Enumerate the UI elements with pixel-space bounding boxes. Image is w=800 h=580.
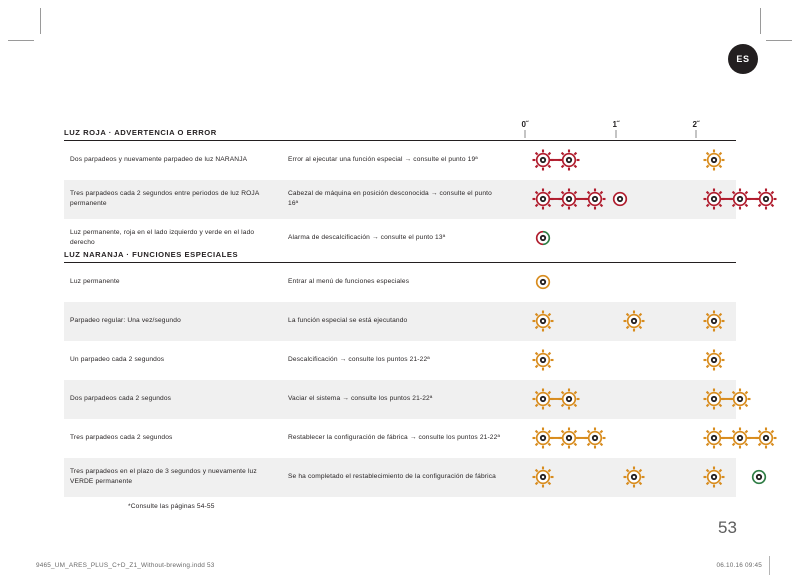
crop-mark-top-right-vertical — [760, 8, 761, 34]
led-pattern-cell — [512, 419, 736, 458]
meaning-text: Descalcificación → consulte los puntos 21-22ª — [288, 355, 430, 363]
meaning-cell — [288, 263, 512, 302]
led-ring-icon — [532, 271, 554, 293]
led-burst-icon — [755, 188, 777, 210]
icon-strip — [512, 269, 736, 295]
led-burst-icon — [532, 388, 554, 410]
time-tick-mark-1 — [616, 130, 617, 138]
led-burst-icon — [729, 427, 751, 449]
table-row — [64, 180, 736, 219]
time-tick-mark-0 — [525, 130, 526, 138]
language-badge-label: ES — [736, 54, 750, 64]
meaning-cell — [288, 180, 512, 219]
time-tick-mark-2 — [696, 130, 697, 138]
time-tick-label-1: 1˝ — [612, 120, 620, 129]
led-split-ring-icon — [532, 227, 554, 249]
led-burst-icon — [584, 427, 606, 449]
meaning-text: Se ha completado el restablecimiento de la configuración de fábrica — [288, 472, 496, 480]
table-row — [64, 141, 736, 180]
icon-strip — [512, 225, 736, 251]
icon-strip — [512, 464, 736, 490]
led-pattern-cell — [512, 380, 736, 419]
signal-description-text: Dos parpadeos y nuevamente parpadeo de luz NARANJA — [70, 155, 248, 163]
page-number: 53 — [718, 518, 737, 537]
meaning-text: Cabezal de máquina en posición desconocida → consulte el punto 16ª — [288, 189, 492, 207]
meaning-text: Entrar al menú de funciones especiales — [288, 277, 410, 285]
time-scale — [494, 116, 736, 132]
icon-strip — [512, 347, 736, 373]
led-pattern-cell — [512, 180, 736, 219]
signal-description-text: Tres parpadeos cada 2 segundos entre periodos de luz ROJA permanente — [70, 189, 260, 207]
section-red — [64, 120, 736, 258]
led-ring-icon — [748, 466, 770, 488]
signal-description-cell — [64, 341, 288, 380]
section-red-title: LUZ ROJA · ADVERTENCIA O ERROR — [64, 128, 217, 137]
icon-strip — [512, 186, 736, 212]
table-row — [64, 380, 736, 419]
crop-mark-top-right-horizontal — [766, 40, 792, 41]
led-burst-icon — [532, 149, 554, 171]
table-row — [64, 302, 736, 341]
red-signal-table — [64, 140, 736, 258]
signal-description-text: Dos parpadeos cada 2 segundos — [70, 394, 172, 402]
print-footer-filename: 9465_UM_ARES_PLUS_C+D_Z1_Without-brewing.indd 53 — [36, 562, 215, 569]
meaning-cell — [288, 419, 512, 458]
signal-description-text: Tres parpadeos en el plazo de 3 segundos y nuevamente luz VERDE permanente — [70, 467, 257, 485]
meaning-cell — [288, 380, 512, 419]
led-burst-icon — [703, 349, 725, 371]
led-burst-icon — [532, 466, 554, 488]
table-row — [64, 263, 736, 302]
led-pattern-cell — [512, 302, 736, 341]
orange-signal-table — [64, 262, 736, 497]
led-burst-icon — [558, 427, 580, 449]
time-tick-label-2: 2˝ — [692, 120, 700, 129]
icon-strip — [512, 308, 736, 334]
led-ring-icon — [609, 188, 631, 210]
signal-description-cell — [64, 458, 288, 497]
time-tick-label-0: 0˝ — [521, 120, 529, 129]
meaning-text: Alarma de descalcificación → consulte el punto 13ª — [288, 233, 446, 241]
led-burst-icon — [532, 310, 554, 332]
page-content — [64, 0, 736, 580]
led-burst-icon — [703, 310, 725, 332]
led-burst-icon — [584, 188, 606, 210]
led-burst-icon — [703, 427, 725, 449]
table-row — [64, 419, 736, 458]
signal-description-cell — [64, 302, 288, 341]
led-burst-icon — [623, 310, 645, 332]
icon-strip — [512, 147, 736, 173]
section-orange — [64, 250, 736, 497]
meaning-text: La función especial se está ejecutando — [288, 316, 408, 324]
led-pattern-cell — [512, 458, 736, 497]
led-pattern-cell — [512, 141, 736, 180]
meaning-text: Restablecer la configuración de fábrica → consulte los puntos 21-22ª — [288, 433, 501, 441]
led-burst-icon — [558, 388, 580, 410]
signal-description-text: Tres parpadeos cada 2 segundos — [70, 433, 173, 441]
crop-mark-top-left-horizontal — [8, 40, 34, 41]
signal-description-cell — [64, 380, 288, 419]
table-row — [64, 341, 736, 380]
table-row — [64, 458, 736, 497]
led-burst-icon — [755, 427, 777, 449]
signal-description-cell — [64, 419, 288, 458]
crop-mark-top-left-vertical — [40, 8, 41, 34]
led-burst-icon — [729, 188, 751, 210]
footnote: *Consulte las páginas 54-55 — [128, 503, 215, 510]
print-footer-divider — [769, 556, 770, 575]
icon-strip — [512, 386, 736, 412]
signal-description-cell — [64, 180, 288, 219]
meaning-cell — [288, 341, 512, 380]
led-pattern-cell — [512, 263, 736, 302]
print-footer-timestamp: 06.10.16 09:45 — [716, 562, 762, 569]
led-burst-icon — [703, 466, 725, 488]
signal-description-text: Un parpadeo cada 2 segundos — [70, 355, 165, 363]
led-burst-icon — [703, 188, 725, 210]
led-burst-icon — [532, 188, 554, 210]
led-burst-icon — [558, 188, 580, 210]
led-burst-icon — [703, 149, 725, 171]
led-burst-icon — [623, 466, 645, 488]
led-pattern-cell — [512, 341, 736, 380]
signal-description-cell — [64, 263, 288, 302]
signal-description-cell — [64, 141, 288, 180]
led-burst-icon — [532, 427, 554, 449]
meaning-cell — [288, 302, 512, 341]
led-burst-icon — [558, 149, 580, 171]
section-orange-title: LUZ NARANJA · FUNCIONES ESPECIALES — [64, 250, 239, 259]
signal-description-text: Luz permanente, roja en el lado izquierdo y verde en el lado derecho — [70, 228, 255, 246]
meaning-cell — [288, 458, 512, 497]
meaning-text: Error al ejecutar una función especial → consulte el punto 19ª — [288, 155, 478, 163]
meaning-text: Vaciar el sistema → consulte los puntos 21-22ª — [288, 394, 433, 402]
led-burst-icon — [729, 388, 751, 410]
signal-description-text: Parpadeo regular: Una vez/segundo — [70, 316, 181, 324]
icon-strip — [512, 425, 736, 451]
meaning-cell — [288, 141, 512, 180]
led-burst-icon — [703, 388, 725, 410]
led-burst-icon — [532, 349, 554, 371]
signal-description-text: Luz permanente — [70, 277, 120, 285]
